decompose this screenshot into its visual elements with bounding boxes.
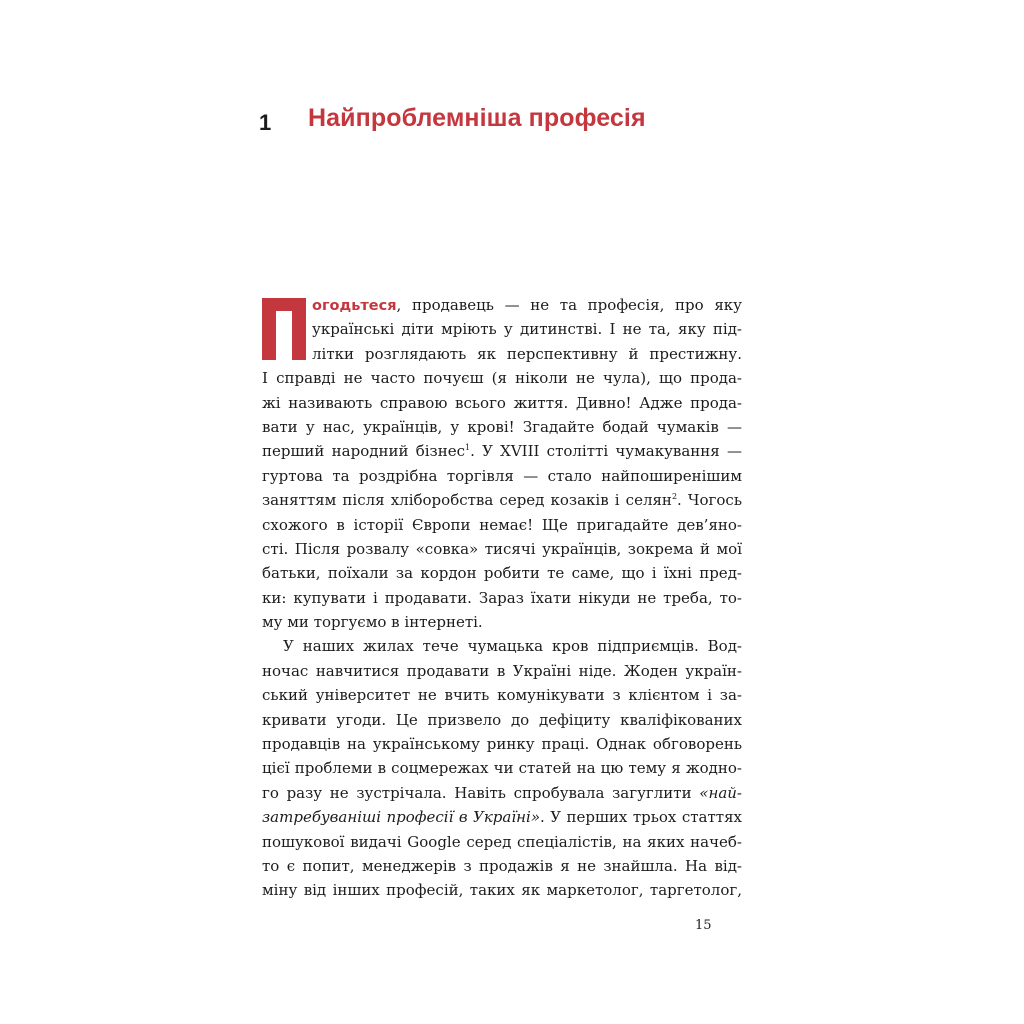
text-line: то є попит, менеджерів з продажів я не знайшла. На від- (262, 856, 742, 875)
text-line: українські діти мріють у дитинстві. І не та, яку під- (312, 320, 742, 339)
italic-quote: «най- (699, 783, 742, 802)
text-line: ки: купувати і продавати. Зараз їхати нікуди не треба, то- (262, 588, 742, 607)
chapter-number: 1 (259, 110, 272, 135)
page-number: 15 (695, 918, 712, 933)
text-line: вати у нас, українців, у крові! Згадайте бодай чумаків — (262, 417, 742, 436)
text-line: жі називають справою всього життя. Дивно! Адже прода- (262, 393, 742, 412)
body-text (262, 293, 742, 903)
footnote-marker: 1 (464, 443, 471, 453)
text-line: цієї проблеми в соцмережах чи статей на цю тему я жодно- (262, 759, 742, 778)
text-line: батьки, поїхали за кордон робити те саме, що і їхні пред- (262, 564, 742, 583)
footnote-marker: 2 (671, 492, 678, 502)
italic-quote: затребуваніші професії в Україні» (262, 808, 541, 827)
text-line: кривати угоди. Це призвело до дефіциту кваліфікованих (262, 710, 742, 729)
text-line: гуртова та роздрібна торгівля — стало найпоширенішим (262, 466, 742, 485)
text-line: літки розглядають як перспективну й престижну. (312, 344, 742, 363)
lead-word: огодьтеся (312, 298, 397, 314)
text-line: огодьтеся, продавець — не та професія, про яку (312, 296, 742, 314)
text-line: міну від інших професій, таких як маркетолог, таргетолог, (262, 881, 742, 900)
text-line: пошукової видачі Google серед спеціалістів, на яких начеб- (262, 832, 742, 851)
chapter-title: Найпроблемніша професія (308, 104, 646, 132)
text-line: го разу не зустрічала. Навіть спробувала загуглити «най- (262, 783, 742, 802)
text-line: схожого в історії Європи немає! Ще пригадайте дев’яно- (262, 515, 742, 534)
text-line: заняттям після хліборобства серед козаків і селян$^2$. Чогось (262, 491, 742, 510)
text-line: затребуваніші професії в Україні». У перших трьох статтях (262, 808, 742, 827)
text-line: ський університет не вчить комунікувати з клієнтом і за- (262, 686, 742, 705)
text-line: ночас навчитися продавати в Україні ніде. Жоден україн- (262, 661, 742, 680)
text-line: му ми торгуємо в інтернеті. (262, 613, 483, 632)
text-line: продавців на українському ринку праці. Однак обговорень (262, 735, 742, 754)
text-line: перший народний бізнес$^1$. У XVIII столітті чумакування — (262, 442, 742, 461)
text-line: сті. Після розвалу «совка» тисячі українців, зокрема й мої (262, 539, 742, 558)
text-line: І справді не часто почуєш (я ніколи не чула), що прода- (262, 369, 742, 388)
text-line: У наших жилах тече чумацька кров підприємців. Вод- (283, 637, 742, 656)
